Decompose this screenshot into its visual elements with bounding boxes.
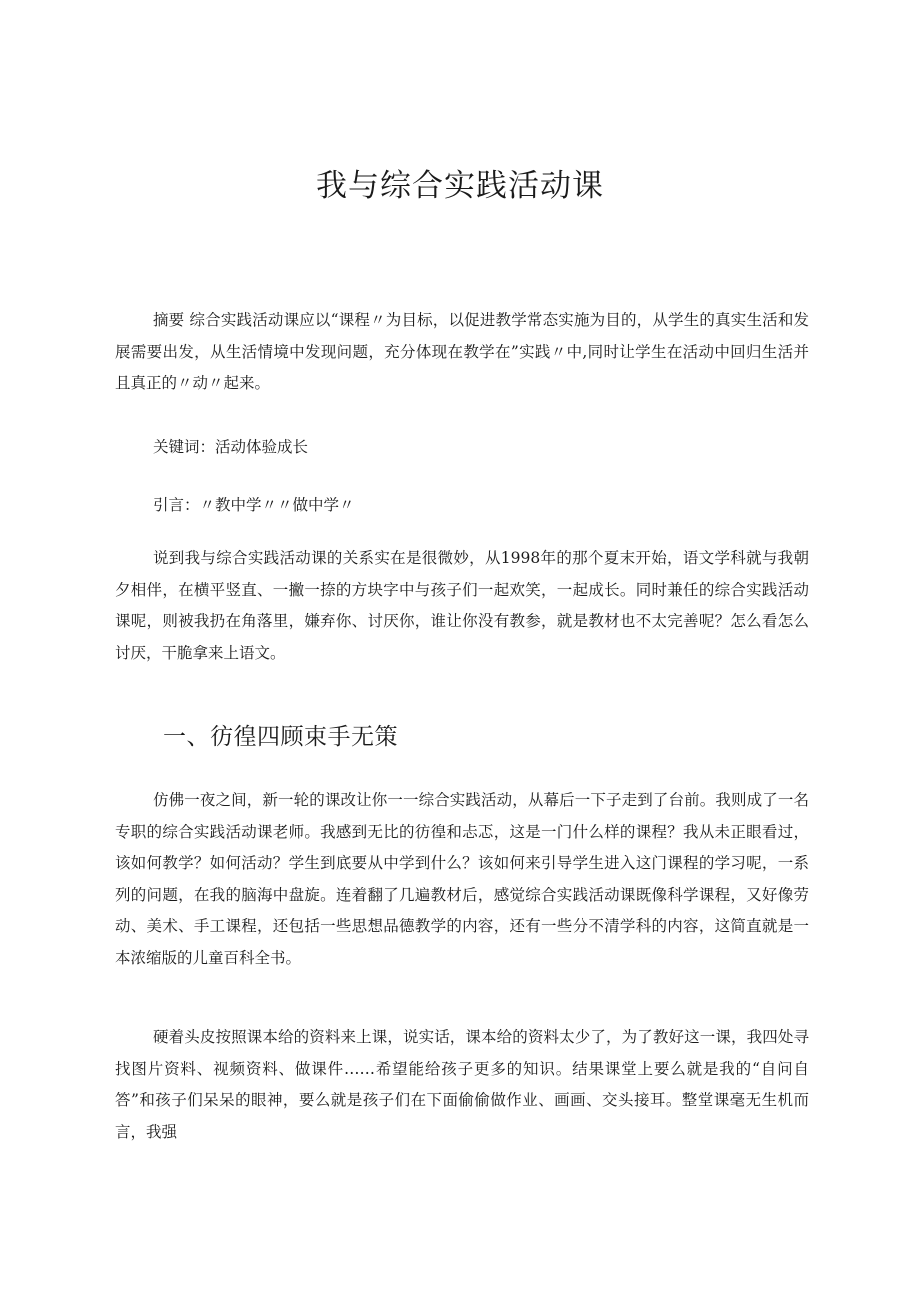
intro-line: 引言：〃教中学〃〃做中学〃 xyxy=(153,496,355,514)
section-heading-1: 一、彷徨四顾束手无策 xyxy=(163,724,398,750)
abstract-paragraph: 摘要 综合实践活动课应以“课程〃为目标，以促进教学常态实施为目的，从学生的真实生活和发展需要出发，从生活情境中发现问题，充分体现在教学在”实践〃中,同时让学生在活动中回归生活并且真正的〃动〃起来。 xyxy=(115,311,809,392)
keywords-line: 关键词：活动体验成长 xyxy=(153,438,309,456)
body-paragraph-3: 硬着头皮按照课本给的资料来上课，说实话，课本给的资料太少了，为了教好这一课，我四处寻找图片资料、视频资料、做课件……希望能给孩子更多的知识。结果课堂上要么就是我的“自问自答”和孩子们呆呆的眼神，要么就是孩子们在下面偷偷做作业、画画、交头接耳。整堂课毫无生机而言，我强 xyxy=(115,1028,809,1141)
document-title: 我与综合实践活动课 xyxy=(316,168,604,204)
body-paragraph-1: 说到我与综合实践活动课的关系实在是很微妙，从1998年的那个夏末开始，语文学科就与我朝夕相伴，在横平竖直、一撇一捺的方块字中与孩子们一起欢笑，一起成长。同时兼任的综合实践活动课呢，则被我扔在角落里，嫌弃你、讨厌你，谁让你没有教参，就是教材也不太完善呢？怎么看怎么讨厌，干脆拿来上语文。 xyxy=(115,549,809,662)
body-paragraph-2: 仿佛一夜之间，新一轮的课改让你一一综合实践活动，从幕后一下子走到了台前。我则成了一名专职的综合实践活动课老师。我感到无比的彷徨和忐忑，这是一门什么样的课程？我从未正眼看过，该如何教学？如何活动？学生到底要从中学到什么？该如何来引导学生进入这门课程的学习呢，一系列的问题，在我的脑海中盘旋。连着翻了几遍教材后，感觉综合实践活动课既像科学课程，又好像劳动、美术、手工课程，还包括一些思想品德教学的内容，还有一些分不清学科的内容，这简直就是一本浓缩版的儿童百科全书。 xyxy=(115,791,809,967)
